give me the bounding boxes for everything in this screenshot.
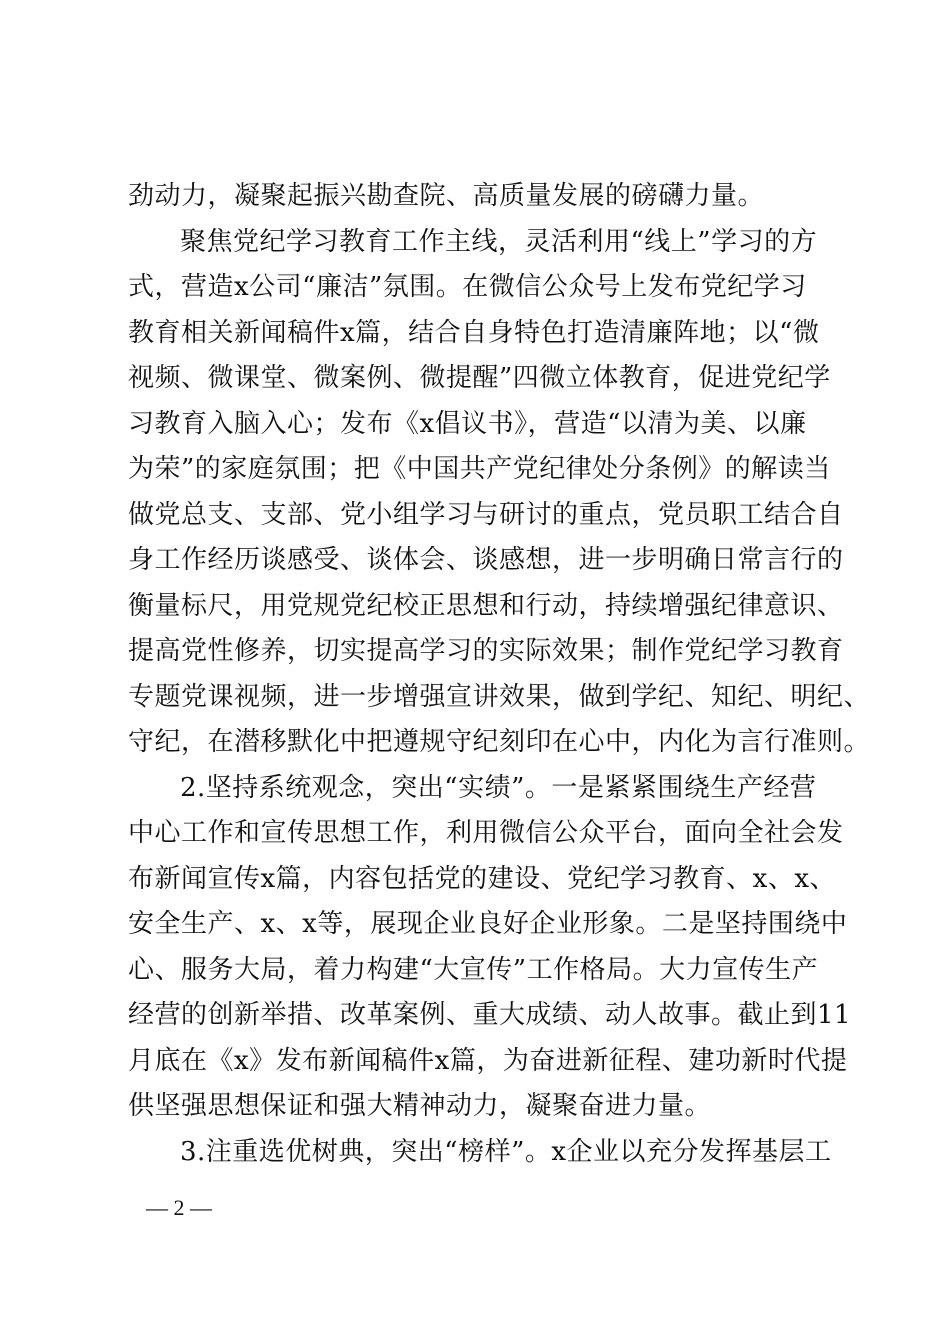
text-line: 布新闻宣传x篇，内容包括党的建设、党纪学习教育、x、x、 [128, 863, 836, 894]
text-line: 经营的创新举措、改革案例、重大成绩、动人故事。截止到11 [128, 1000, 852, 1030]
paragraph-start-line: 3.注重选优树典，突出“榜样”。x企业以充分发挥基层工 [180, 1136, 832, 1167]
text-line: 做党总支、支部、党小组学习与研讨的重点，党员职工结合自 [128, 499, 844, 530]
text-line: 月底在《x》发布新闻稿件x篇，为奋进新征程、建功新时代提 [128, 1045, 848, 1076]
text-line: 式，营造x公司“廉洁”氛围。在微信公众号上发布党纪学习 [128, 272, 807, 302]
text-line: 专题党课视频，进一步增强宣讲效果，做到学纪、知纪、明纪、 [128, 681, 871, 712]
text-line: 身工作经历谈感受、谈体会、谈感想，进一步明确日常言行的 [128, 545, 844, 575]
document-body [128, 174, 871, 1175]
text-line: 习教育入脑入心；发布《x倡议书》，营造“以清为美、以廉 [128, 408, 807, 439]
text-line: 安全生产、x、x等，展现企业良好企业形象。二是坚持围绕中 [128, 909, 848, 939]
text-line: 视频、微课堂、微案例、微提醒”四微立体教育，促进党纪学 [128, 363, 831, 393]
page-number: — 2 — [146, 1195, 212, 1220]
text-line: 供坚强思想保证和强大精神动力，凝聚奋进力量。 [128, 1091, 712, 1121]
text-line: 教育相关新闻稿件x篇，结合自身特色打造清廉阵地；以“微 [128, 317, 820, 348]
text-line: 为荣”的家庭氛围；把《中国共产党纪律处分条例》的解读当 [128, 454, 831, 484]
paragraph-start-line: 2.坚持系统观念，突出“实绩”。一是紧紧围绕生产经营 [180, 772, 817, 803]
text-line: 中心工作和宣传思想工作，利用微信公众平台，面向全社会发 [128, 818, 844, 848]
text-line: 心、服务大局，着力构建“大宣传”工作格局。大力宣传生产 [128, 954, 819, 985]
text-line: 劲动力，凝聚起振兴勘查院、高质量发展的磅礴力量。 [128, 181, 765, 211]
text-line: 衡量标尺，用党规党纪校正思想和行动，持续增强纪律意识、 [128, 590, 844, 621]
text-line: 守纪，在潜移默化中把遵规守纪刻印在心中，内化为言行准则。 [128, 727, 871, 757]
paragraph-start-line: 聚焦党纪学习教育工作主线，灵活利用“线上”学习的方 [180, 226, 818, 257]
text-line: 提高党性修养，切实提高学习的实际效果；制作党纪学习教育 [128, 636, 844, 666]
